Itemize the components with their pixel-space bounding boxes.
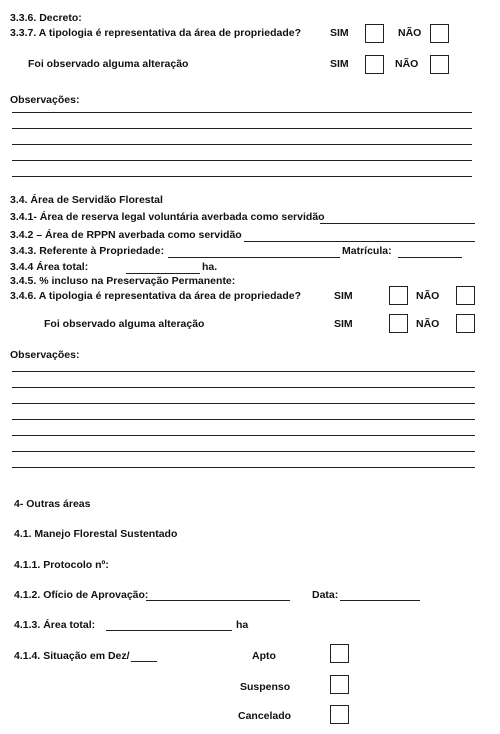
reserva-legal-field[interactable] (320, 223, 475, 224)
nao-label: NÃO (416, 290, 440, 302)
hectare-unit: ha. (202, 261, 218, 273)
section-3-4-4-label: 3.4.4 Área total: (10, 261, 89, 273)
observations-line[interactable] (12, 144, 472, 145)
observations-line[interactable] (12, 160, 472, 161)
section-4-1-3-label: 4.1.3. Área total: (14, 619, 96, 631)
sim-checkbox[interactable] (389, 286, 408, 305)
sim-checkbox[interactable] (365, 24, 384, 43)
section-4-1-1-label: 4.1.1. Protocolo nº: (14, 559, 109, 571)
matricula-label: Matrícula: (342, 245, 392, 257)
section-4-heading: 4- Outras áreas (14, 498, 91, 510)
nao-checkbox[interactable] (430, 24, 449, 43)
observations-line[interactable] (12, 435, 475, 436)
section-4-1-heading: 4.1. Manejo Florestal Sustentado (14, 528, 178, 540)
oficio-field[interactable] (146, 600, 290, 601)
section-3-4-heading: 3.4. Área de Servidão Florestal (10, 194, 163, 206)
suspenso-checkbox[interactable] (330, 675, 349, 694)
nao-label: NÃO (416, 318, 440, 330)
observations-line[interactable] (12, 467, 475, 468)
sim-label: SIM (334, 290, 353, 302)
observations-line[interactable] (12, 403, 475, 404)
rppn-field[interactable] (244, 241, 475, 242)
sim-label: SIM (334, 318, 353, 330)
observations-line[interactable] (12, 176, 472, 177)
sim-checkbox[interactable] (365, 55, 384, 74)
data-field[interactable] (340, 600, 420, 601)
area-total-field[interactable] (106, 630, 232, 631)
sim-label: SIM (330, 27, 349, 39)
section-3-4-1-label: 3.4.1- Área de reserva legal voluntária averbada como servidão (10, 211, 325, 223)
observations-line[interactable] (12, 128, 472, 129)
nao-label: NÃO (398, 27, 422, 39)
alteration-question: Foi observado alguma alteração (44, 318, 205, 330)
observations-label: Observações: (10, 94, 80, 106)
section-3-4-2-label: 3.4.2 – Área de RPPN averbada como servidão (10, 229, 242, 241)
nao-label: NÃO (395, 58, 419, 70)
section-4-1-4-label: 4.1.4. Situação em Dez/ (14, 650, 130, 662)
observations-label: Observações: (10, 349, 80, 361)
nao-checkbox[interactable] (456, 286, 475, 305)
suspenso-label: Suspenso (240, 681, 291, 693)
section-3-3-6-label: 3.3.6. Decreto: (10, 12, 82, 24)
section-4-1-2-label: 4.1.2. Ofício de Aprovação: (14, 589, 149, 601)
observations-line[interactable] (12, 419, 475, 420)
nao-checkbox[interactable] (456, 314, 475, 333)
sim-label: SIM (330, 58, 349, 70)
hectare-unit: ha (236, 619, 249, 631)
observations-line[interactable] (12, 387, 475, 388)
data-label: Data: (312, 589, 339, 601)
alteration-question: Foi observado alguma alteração (28, 58, 189, 70)
apto-checkbox[interactable] (330, 644, 349, 663)
observations-line[interactable] (12, 451, 475, 452)
apto-label: Apto (252, 650, 276, 662)
observations-line[interactable] (12, 371, 475, 372)
observations-line[interactable] (12, 112, 472, 113)
section-3-4-6-question: 3.4.6. A tipologia é representativa da área de propriedade? (10, 290, 301, 302)
section-3-4-3-label: 3.4.3. Referente à Propriedade: (10, 245, 165, 257)
nao-checkbox[interactable] (430, 55, 449, 74)
propriedade-field[interactable] (168, 257, 340, 258)
year-field[interactable] (131, 661, 157, 662)
cancelado-checkbox[interactable] (330, 705, 349, 724)
matricula-field[interactable] (398, 257, 462, 258)
section-3-4-5-label: 3.4.5. % incluso na Preservação Permanente: (10, 275, 236, 287)
sim-checkbox[interactable] (389, 314, 408, 333)
area-total-field[interactable] (126, 273, 200, 274)
section-3-3-7-question: 3.3.7. A tipologia é representativa da área de propriedade? (10, 27, 301, 39)
cancelado-label: Cancelado (238, 710, 292, 722)
